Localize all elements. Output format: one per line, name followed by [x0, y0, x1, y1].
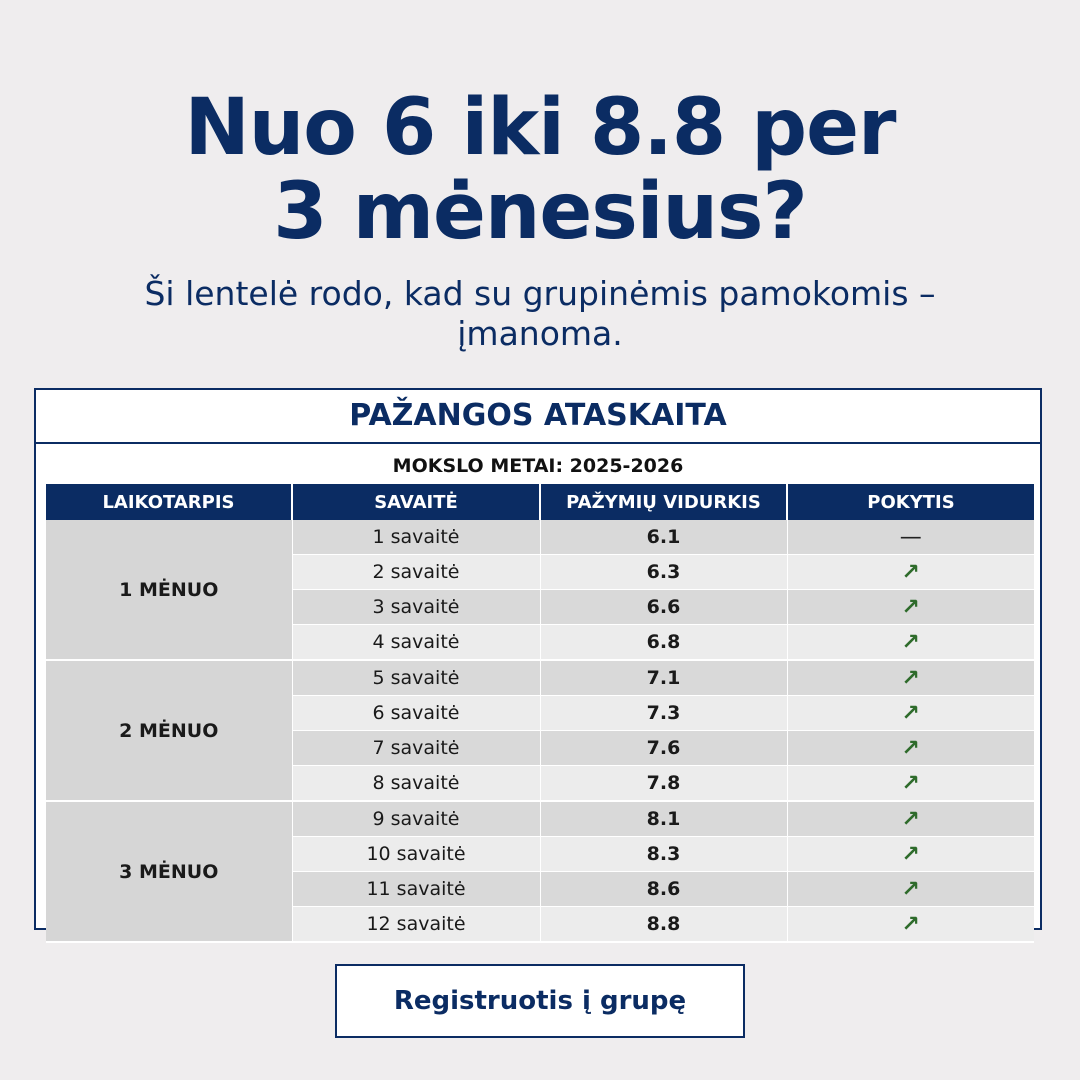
trend-up-arrow-icon: ↗	[787, 625, 1034, 661]
average-cell: 7.1	[540, 660, 787, 696]
trend-up-arrow-icon: ↗	[787, 696, 1034, 731]
average-cell: 7.6	[540, 731, 787, 766]
table-row	[46, 520, 1034, 555]
period-cell: 1 MĖNUO	[46, 520, 292, 660]
report-title: PAŽANGOS ATASKAITA	[36, 390, 1040, 444]
trend-up-arrow-icon: ↗	[787, 660, 1034, 696]
week-cell: 11 savaitė	[292, 872, 540, 907]
progress-table	[46, 484, 1034, 943]
week-cell: 4 savaitė	[292, 625, 540, 661]
week-cell: 1 savaitė	[292, 520, 540, 555]
week-cell: 2 savaitė	[292, 555, 540, 590]
subheadline-line-2: įmanoma.	[457, 314, 623, 353]
trend-up-arrow-icon: ↗	[787, 907, 1034, 943]
average-cell: 6.1	[540, 520, 787, 555]
trend-up-arrow-icon: ↗	[787, 731, 1034, 766]
average-cell: 7.8	[540, 766, 787, 802]
week-cell: 10 savaitė	[292, 837, 540, 872]
column-header-period: LAIKOTARPIS	[46, 484, 292, 520]
headline-line-1: Nuo 6 iki 8.8 per	[184, 83, 896, 173]
trend-up-arrow-icon: ↗	[787, 837, 1034, 872]
week-cell: 5 savaitė	[292, 660, 540, 696]
week-cell: 12 savaitė	[292, 907, 540, 943]
column-header-change: POKYTIS	[787, 484, 1034, 520]
period-cell: 3 MĖNUO	[46, 801, 292, 942]
trend-up-arrow-icon: ↗	[787, 872, 1034, 907]
average-cell: 6.6	[540, 590, 787, 625]
register-button[interactable]: Registruotis į grupę	[335, 964, 745, 1038]
table-header-row	[46, 484, 1034, 520]
column-header-week: SAVAITĖ	[292, 484, 540, 520]
week-cell: 9 savaitė	[292, 801, 540, 837]
average-cell: 6.8	[540, 625, 787, 661]
week-cell: 3 savaitė	[292, 590, 540, 625]
subheadline-line-1: Ši lentelė rodo, kad su grupinėmis pamokomis –	[144, 274, 936, 313]
column-header-average: PAŽYMIŲ VIDURKIS	[540, 484, 787, 520]
period-cell: 2 MĖNUO	[46, 660, 292, 801]
week-cell: 6 savaitė	[292, 696, 540, 731]
trend-up-arrow-icon: ↗	[787, 766, 1034, 802]
report-subtitle: MOKSLO METAI: 2025-2026	[392, 455, 684, 477]
average-cell: 8.3	[540, 837, 787, 872]
headline-line-2: 3 mėnesius?	[273, 167, 807, 257]
average-cell: 8.6	[540, 872, 787, 907]
average-cell: 7.3	[540, 696, 787, 731]
headline	[0, 83, 1080, 257]
table-row	[46, 660, 1034, 696]
week-cell: 7 savaitė	[292, 731, 540, 766]
no-change-icon: —	[787, 520, 1034, 555]
average-cell: 8.8	[540, 907, 787, 943]
average-cell: 8.1	[540, 801, 787, 837]
average-cell: 6.3	[540, 555, 787, 590]
trend-up-arrow-icon: ↗	[787, 801, 1034, 837]
trend-up-arrow-icon: ↗	[787, 590, 1034, 625]
table-row	[46, 801, 1034, 837]
progress-report	[34, 388, 1042, 937]
week-cell: 8 savaitė	[292, 766, 540, 802]
table-body	[46, 520, 1034, 942]
subheadline	[0, 274, 1080, 354]
trend-up-arrow-icon: ↗	[787, 555, 1034, 590]
